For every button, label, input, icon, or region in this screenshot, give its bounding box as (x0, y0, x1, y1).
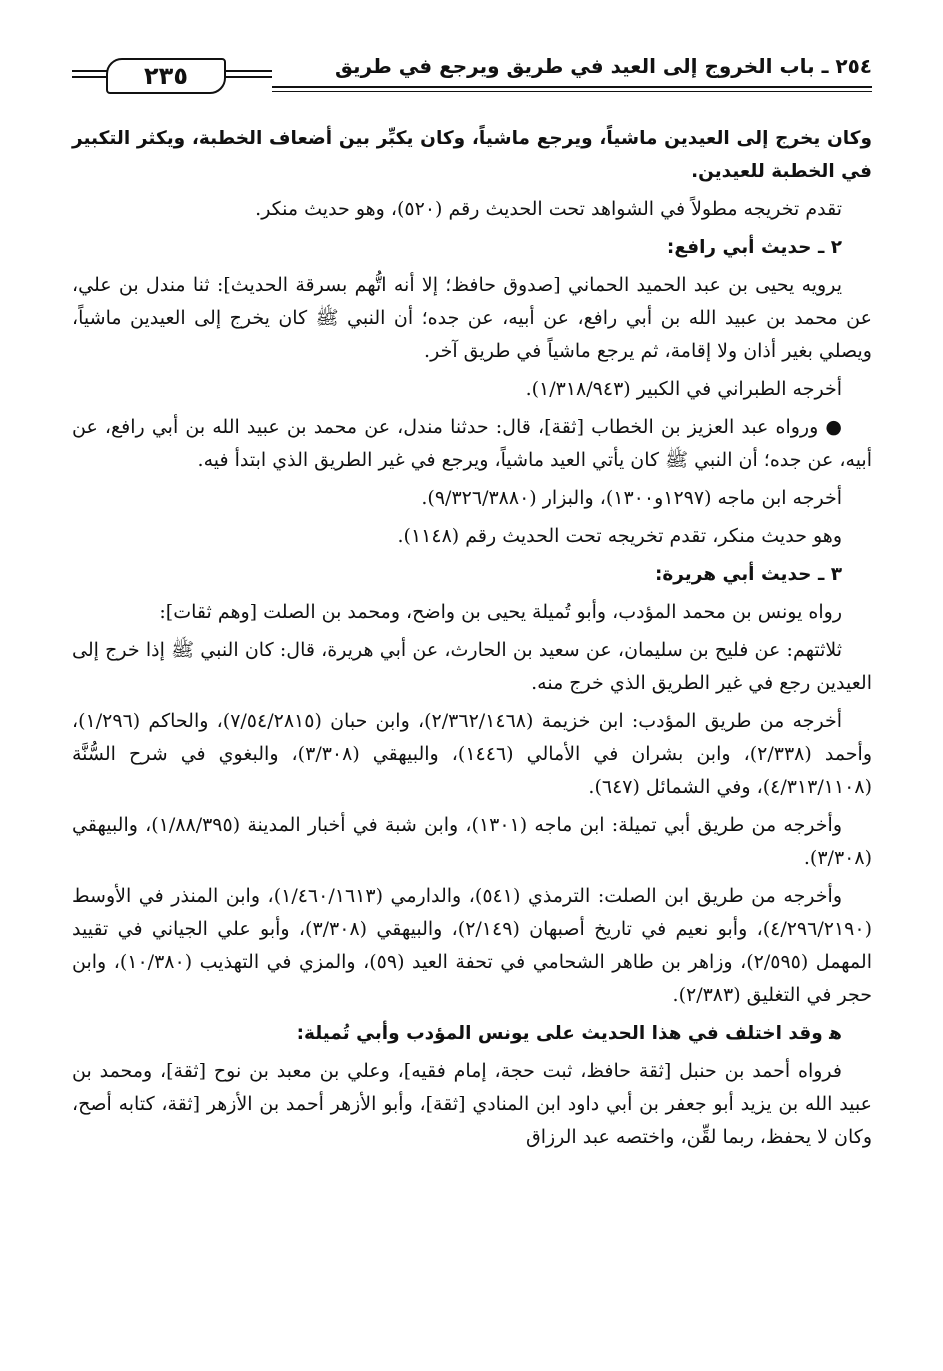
running-title: ٢٥٤ ـ باب الخروج إلى العيد في طريق ويرجع في طريق (335, 54, 872, 78)
section-heading-abi-hurayra: ٣ ـ حديث أبي هريرة: (654, 564, 842, 585)
page-number-ornament (72, 56, 272, 96)
paragraph: أخرجه من طريق المؤدب: ابن خزيمة (٢/٣٦٢/١٤٦٨)، وابن حبان (٧/٥٤/٢٨١٥)، والحاكم (١/٢٩٦)، وأحمد (٢/٣٣٨)، وابن بشران في الأمالي (١٤٤٦)، والبيهقي (٣/٣٠٨)، والبغوي في شرح السُّنَّة (٤/٣١٣/١١٠٨)، وفي الشمائل (٦٤٧). (72, 710, 873, 798)
page-body (72, 122, 872, 1159)
page-header (72, 50, 872, 102)
header-rule-thin (272, 91, 872, 92)
paragraph: فرواه أحمد بن حنبل [ثقة حافظ، ثبت حجة، إمام فقيه]، وعلي بن معبد بن نوح [ثقة]، ومحمد بن عبيد الله بن يزيد أبو جعفر بن أبي داود ابن المنادي [ثقة]، وأبو الأزهر أحمد بن الأزهر [ثقة، كتابه أصح، وكان لا يحفظ، ربما لقِّن، واختصه عبد الرزاق (72, 1060, 872, 1148)
paragraph-hadith-text: وكان يخرج إلى العيدين ماشياً، ويرجع ماشياً، وكان يكبِّر بين أضعاف الخطبة، ويكثر التكبير في الخطبة للعيدين. (72, 128, 872, 182)
paragraph: يرويه يحيى بن عبد الحميد الحماني [صدوق حافظ؛ إلا أنه اتُّهم بسرقة الحديث]: ثنا مندل بن علي، عن محمد بن عبيد الله بن أبي رافع، عن أبيه، عن جده؛ أن النبي ﷺ كان يخرج إلى العيدين ماشياً، ويصلي بغير أذان ولا إقامة، ثم يرجع ماشياً في طريق آخر. (72, 274, 872, 362)
paragraph: وهو حديث منكر، تقدم تخريجه تحت الحديث رقم (١١٤٨). (397, 525, 842, 547)
page-number: ٢٣٥ (106, 58, 226, 94)
paragraph: ثلاثتهم: عن فليح بن سليمان، عن سعيد بن الحارث، عن أبي هريرة، قال: كان النبي ﷺ إذا خرج إلى العيدين رجع في غير الطريق الذي خرج منه. (72, 639, 872, 694)
paragraph: تقدم تخريجه مطولاً في الشواهد تحت الحديث رقم (٥٢٠)، وهو حديث منكر. (255, 198, 842, 220)
paragraph: ● ورواه عبد العزيز بن الخطاب [ثقة]، قال: حدثنا مندل، عن محمد بن عبيد الله بن أبي رافع، عن أبيه، عن جده؛ أن النبي ﷺ كان يأتي العيد ماشياً، ويرجع في غير الطريق الذي ابتدأ فيه. (72, 416, 872, 471)
paragraph: وأخرجه من طريق أبي تميلة: ابن ماجه (١٣٠١)، وابن شبة في أخبار المدينة (١/٨٨/٣٩٥)، والبيهقي (٣/٣٠٨). (72, 814, 872, 869)
paragraph: أخرجه الطبراني في الكبير (١/٣١٨/٩٤٣). (525, 378, 842, 400)
section-heading-ikhtilaf: ﻫ وقد اختلف في هذا الحديث على يونس المؤدب وأبي تُميلة: (296, 1023, 842, 1044)
paragraph: رواه يونس بن محمد المؤدب، وأبو تُميلة يحيى بن واضح، ومحمد بن الصلت [وهم ثقات]: (159, 601, 842, 623)
section-heading-abi-rafi: ٢ ـ حديث أبي رافع: (666, 237, 842, 258)
paragraph: أخرجه ابن ماجه (١٢٩٧و١٣٠٠)، والبزار (٩/٣٢٦/٣٨٨٠). (421, 487, 842, 509)
paragraph: وأخرجه من طريق ابن الصلت: الترمذي (٥٤١)، والدارمي (١/٤٦٠/١٦١٣)، وابن المنذر في الأوسط (٤/٢٩٦/٢١٩٠)، وأبو نعيم في تاريخ أصبهان (٢/١٤٩)، والبيهقي (٣/٣٠٨)، وأبو علي الجياني في تقييد المهمل (٢/٥٩٥)، وزاهر بن طاهر الشحامي في تحفة العيد (٥٩)، والمزي في التهذيب (١٠/٣٨٠)، وابن حجر في التغليق (٢/٣٨٣). (72, 885, 872, 1006)
header-rule (272, 86, 872, 88)
